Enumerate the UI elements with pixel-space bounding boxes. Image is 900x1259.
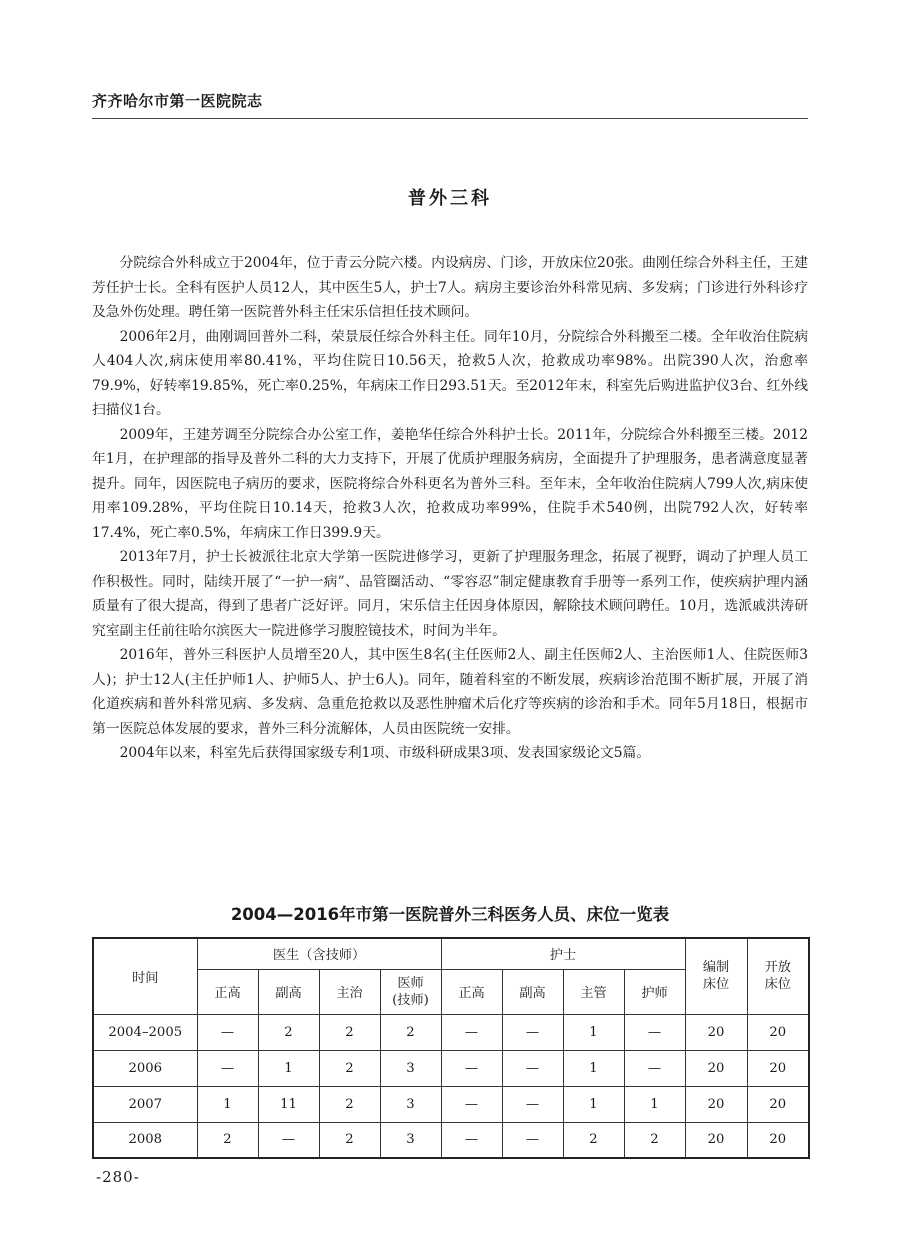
table-cell: 1: [563, 1014, 624, 1050]
table-cell: 20: [747, 1086, 809, 1122]
running-header: [92, 86, 808, 119]
header-nurse-senior: 正高: [441, 969, 502, 1014]
paragraph: 分院综合外科成立于2004年，位于青云分院六楼。内设病房、门诊，开放床位20张。曲刚任综合外科主任，王建芳任护士长。全科有医护人员12人，其中医生5人，护士7人。病房主要诊治外科常见病、多发病；门诊进行外科诊疗及急外伤处理。聘任第一医院普外科主任宋乐信担任技术顾问。: [92, 255, 808, 320]
table-cell: —: [624, 1014, 685, 1050]
header-doctor-senior: 正高: [197, 969, 258, 1014]
table-row: [93, 1014, 809, 1050]
page-number: -280-: [96, 1168, 140, 1186]
header-doctor-resident: 医师 (技师): [380, 969, 441, 1014]
header-doctor-attending: 主治: [319, 969, 380, 1014]
body-text: [92, 251, 808, 766]
paragraph: 2016年，普外三科医护人员增至20人，其中医生8名(主任医师2人、副主任医师2人、主治医师1人、住院医师3人)；护士12人(主任护师1人、护师5人、护士6人)。同年，随着科室的不断发展，疾病诊治范围不断扩展，开展了消化道疾病和普外科常见病、多发病、急重危抢救以及恶性肿瘤术后化疗等疾病的诊治和手术。同年5月18日，根据市第一医院总体发展的要求，普外三科分流解体，人员由医院统一安排。: [92, 647, 808, 737]
table-row: [93, 1050, 809, 1086]
cell-time: 2007: [93, 1086, 197, 1122]
table-cell: 2: [319, 1086, 380, 1122]
table-cell: 20: [685, 1050, 747, 1086]
table-cell: 20: [685, 1086, 747, 1122]
table-cell: —: [258, 1122, 319, 1158]
table-cell: 2: [197, 1122, 258, 1158]
table-cell: —: [441, 1050, 502, 1086]
table-row: [93, 1122, 809, 1158]
cell-time: 2004–2005: [93, 1014, 197, 1050]
table-cell: 11: [258, 1086, 319, 1122]
header-time: 时间: [93, 938, 197, 1014]
header-doctor-associate: 副高: [258, 969, 319, 1014]
header-nurse-supervisor: 主管: [563, 969, 624, 1014]
header-staffed-beds: 编制 床位: [685, 938, 747, 1014]
paragraph: 2013年7月，护士长被派往北京大学第一医院进修学习，更新了护理服务理念，拓展了视野，调动了护理人员工作积极性。同时，陆续开展了“一护一病”、品管圈活动、“零容忍”制定健康教育手册等一系列工作，使疾病护理内涵质量有了很大提高，得到了患者广泛好评。同月，宋乐信主任因身体原因，解除技术顾问聘任。10月，选派戚洪涛研究室副主任前往哈尔滨医大一院进修学习腹腔镜技术，时间为半年。: [92, 549, 808, 639]
table-cell: 2: [563, 1122, 624, 1158]
book-title: 齐齐哈尔市第一医院院志: [92, 92, 263, 110]
table-cell: 20: [685, 1122, 747, 1158]
header-nurse-practitioner: 护师: [624, 969, 685, 1014]
table-cell: 3: [380, 1050, 441, 1086]
table-row: [93, 1086, 809, 1122]
table-cell: —: [441, 1122, 502, 1158]
table-cell: 1: [563, 1086, 624, 1122]
table-cell: —: [441, 1086, 502, 1122]
paragraph: 2006年2月，曲刚调回普外二科，荣景辰任综合外科主任。同年10月，分院综合外科搬至二楼。全年收治住院病人404人次,病床使用率80.41%，平均住院日10.56天，抢救5人次，抢救成功率98%。出院390人次，治愈率79.9%，好转率19.85%，死亡率0.25%，年病床工作日293.51天。至2012年末，科室先后购进监护仪3台、红外线扫描仪1台。: [92, 328, 808, 418]
section-title: 普外三科: [408, 188, 492, 209]
table-cell: 3: [380, 1122, 441, 1158]
table-cell: 3: [380, 1086, 441, 1122]
table-cell: 2: [319, 1122, 380, 1158]
paragraph: 2009年，王建芳调至分院综合办公室工作，姜艳华任综合外科护士长。2011年，分院综合外科搬至三楼。2012年1月，在护理部的指导及普外二科的大力支持下，开展了优质护理服务病房，全面提升了护理服务，患者满意度显著提升。同年，因医院电子病历的要求，医院将综合外科更名为普外三科。至年末，全年收治住院病人799人次,病床使用率109.28%，平均住院日10.14天，抢救3人次，抢救成功率99%，住院手术540例，出院792人次，好转率17.4%，死亡率0.5%，年病床工作日399.9天。: [92, 426, 808, 541]
table-cell: —: [197, 1014, 258, 1050]
table-cell: 20: [747, 1050, 809, 1086]
table-cell: —: [624, 1050, 685, 1086]
header-open-beds: 开放 床位: [747, 938, 809, 1014]
table-cell: 1: [258, 1050, 319, 1086]
table-cell: —: [502, 1086, 563, 1122]
table-cell: 2: [319, 1014, 380, 1050]
paragraph: 2004年以来，科室先后获得国家级专利1项、市级科研成果3项、发表国家级论文5篇。: [119, 745, 651, 761]
staff-beds-table: [92, 937, 810, 1159]
header-doctors-group: 医生（含技师）: [197, 938, 441, 969]
table-cell: 2: [319, 1050, 380, 1086]
table-cell: 20: [685, 1014, 747, 1050]
table-cell: 20: [747, 1014, 809, 1050]
cell-time: 2008: [93, 1122, 197, 1158]
cell-time: 2006: [93, 1050, 197, 1086]
table-cell: —: [502, 1050, 563, 1086]
table-cell: 2: [624, 1122, 685, 1158]
table-cell: —: [502, 1122, 563, 1158]
table-cell: 2: [258, 1014, 319, 1050]
table-cell: 20: [747, 1122, 809, 1158]
table-cell: 2: [380, 1014, 441, 1050]
table-cell: —: [197, 1050, 258, 1086]
table-cell: —: [441, 1014, 502, 1050]
table-cell: —: [502, 1014, 563, 1050]
table-title: 2004—2016年市第一医院普外三科医务人员、床位一览表: [230, 905, 670, 924]
header-nurses-group: 护士: [441, 938, 685, 969]
table-cell: 1: [563, 1050, 624, 1086]
header-nurse-associate: 副高: [502, 969, 563, 1014]
table-cell: 1: [197, 1086, 258, 1122]
table-cell: 1: [624, 1086, 685, 1122]
